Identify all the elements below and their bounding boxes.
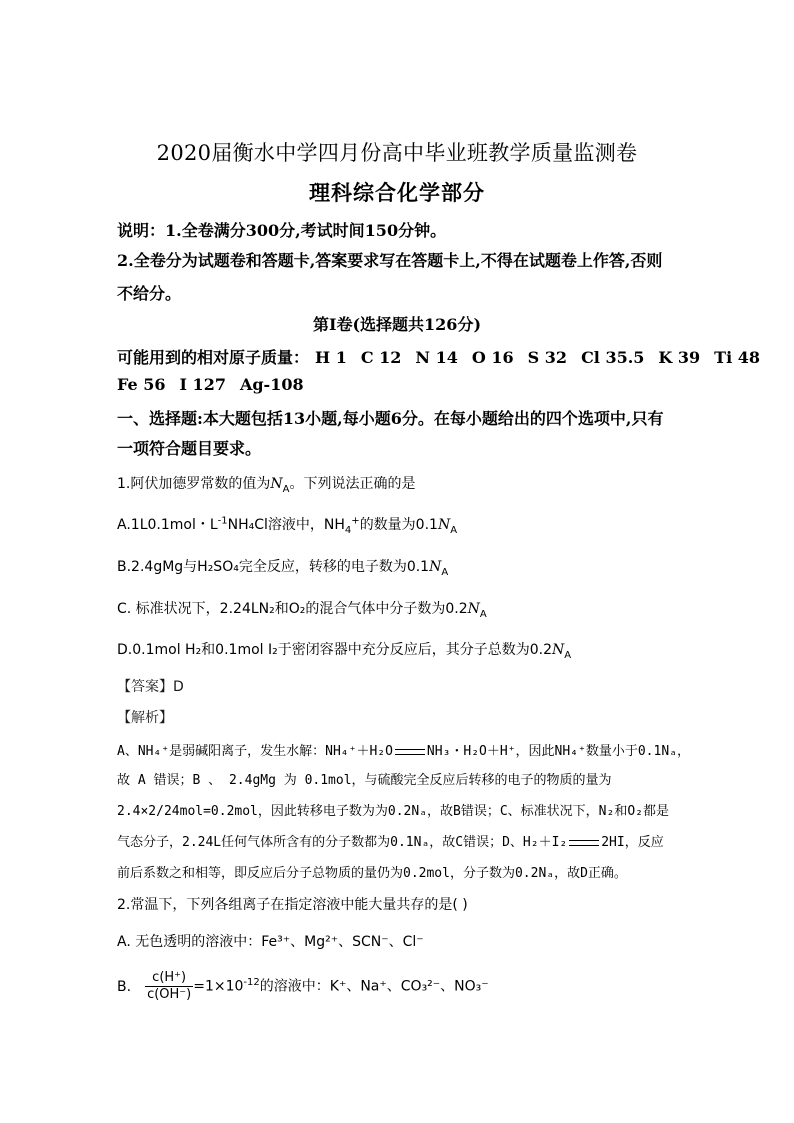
avogadro-subscript: A bbox=[282, 483, 290, 495]
option-text: C. 标准状况下，2.24LN₂和O₂的混合气体中分子数为0.2 bbox=[117, 601, 468, 617]
fraction-denominator: c(OH⁻) bbox=[147, 987, 192, 1002]
instructions-note-2-line-2: 不给分。 bbox=[117, 284, 182, 303]
question-1-option-d bbox=[117, 639, 571, 661]
analysis-line-3: 2.4×2/24mol=0.2mol，因此转移电子数为为0.2Nₐ，故B错误；C、标准状况下，N₂和O₂都是 bbox=[117, 804, 669, 819]
instructions-note-2-line-1: 2.全卷分为试题卷和答题卡,答案要求写在答题卡上,不得在试题卷上作答,否则 bbox=[117, 251, 663, 270]
equilibrium-arrow-icon bbox=[569, 840, 599, 846]
ion-list: Fe³⁺、Mg²⁺、SCN⁻、Cl⁻ bbox=[261, 934, 424, 950]
option-text: A. 无色透明的溶液中： bbox=[117, 934, 262, 950]
document-title: 2020届衡水中学四月份高中毕业班教学质量监测卷 bbox=[156, 141, 638, 165]
atomic-mass: S 32 bbox=[527, 348, 568, 367]
section-heading: 第Ⅰ卷(选择题共126分) bbox=[312, 315, 482, 334]
analysis-line-2: 故 A 错误；B 、 2.4gMg 为 0.1mol，与硫酸完全反应后转移的电子的物质的量为 bbox=[117, 773, 612, 788]
analysis-text: NH₃・H₂O＋H⁺，因此NH₄⁺数量小于0.1Nₐ， bbox=[426, 744, 690, 759]
question-1-option-c bbox=[117, 598, 487, 620]
atomic-mass: H 1 bbox=[315, 348, 347, 367]
atomic-mass: Cl 35.5 bbox=[581, 348, 645, 367]
question-1-option-a: A.1L0.1mol・$L^{-1}NH_4Cl$溶液中，$NH_4^+$的数量为$0.1N_A$ bbox=[117, 515, 458, 536]
analysis-text: A、NH₄⁺是弱碱阳离子，发生水解：NH₄⁺＋H₂O bbox=[117, 744, 393, 759]
superscript: -1 bbox=[217, 515, 228, 527]
atomic-mass: Ti 48 bbox=[714, 348, 760, 367]
equilibrium-arrow-icon bbox=[395, 749, 425, 755]
part-one-heading-line-2: 一项符合题目要求。 bbox=[117, 439, 262, 458]
avogadro-subscript: A bbox=[479, 608, 487, 620]
analysis-line-4 bbox=[117, 831, 664, 850]
option-text: 的数量为0.1 bbox=[359, 517, 438, 533]
atomic-mass-label: 可能用到的相对原子质量： bbox=[117, 348, 310, 367]
question-1-stem bbox=[117, 473, 415, 495]
avogadro-symbol: N bbox=[270, 476, 283, 492]
analysis-text: 气态分子，2.24L任何气体所含有的分子数都为0.1Nₐ，故C错误；D、H₂＋I₂ bbox=[117, 835, 568, 850]
atomic-mass: N 14 bbox=[415, 348, 458, 367]
question-2-option-b bbox=[117, 970, 489, 1003]
avogadro-subscript: A bbox=[441, 566, 449, 578]
option-text: NH₄Cl溶液中， bbox=[227, 517, 324, 533]
option-text: B.2.4gMg与H₂SO₄完全反应，转移的电子数为0.1 bbox=[117, 559, 430, 575]
avogadro-symbol: N bbox=[552, 642, 565, 658]
option-label: B. bbox=[117, 978, 132, 995]
option-text: A.1L0.1mol・L bbox=[117, 517, 218, 533]
superscript: -12 bbox=[243, 976, 260, 988]
document-subtitle: 理科综合化学部分 bbox=[309, 180, 485, 205]
atomic-mass: K 39 bbox=[658, 348, 701, 367]
atomic-mass-row-2 bbox=[117, 375, 318, 394]
option-text: =1×10 bbox=[193, 978, 244, 995]
avogadro-subscript: A bbox=[450, 524, 458, 536]
fraction-numerator: c(H⁺) bbox=[145, 970, 193, 987]
question-text: 。下列说法正确的是 bbox=[289, 476, 416, 492]
option-text: 的溶液中：K⁺、Na⁺、CO₃²⁻、NO₃⁻ bbox=[259, 978, 489, 995]
atomic-mass: O 16 bbox=[471, 348, 514, 367]
avogadro-symbol: N bbox=[437, 517, 451, 533]
part-one-heading-line-1: 一、选择题:本大题包括13小题,每小题6分。在每小题给出的四个选项中,只有 bbox=[117, 409, 664, 428]
answer-value: D bbox=[173, 679, 184, 695]
question-1-option-b bbox=[117, 556, 448, 578]
ammonium-ion: NH bbox=[323, 517, 345, 533]
atomic-mass-row-1 bbox=[117, 345, 760, 368]
atomic-mass: Ag-108 bbox=[239, 375, 304, 394]
question-2-stem: 2.常温下，下列各组离子在指定溶液中能大量共存的是( ) bbox=[117, 897, 468, 913]
question-text: 1.阿伏加德罗常数的值为 bbox=[117, 476, 271, 492]
atomic-mass: Fe 56 bbox=[117, 375, 166, 394]
question-2-option-a bbox=[117, 931, 424, 951]
analysis-text: 2HI，反应 bbox=[601, 835, 664, 850]
analysis-line-5: 前后系数之和相等，即反应后分子总物质的量仍为0.2mol，分子数为0.2Nₐ，故D正确。 bbox=[117, 866, 627, 881]
avogadro-subscript: A bbox=[564, 649, 572, 661]
atomic-mass: C 12 bbox=[360, 348, 402, 367]
question-1-analysis-label: 【解析】 bbox=[117, 710, 173, 726]
avogadro-symbol: N bbox=[467, 601, 480, 617]
atomic-mass: I 127 bbox=[179, 375, 226, 394]
concentration-fraction bbox=[145, 970, 193, 1003]
option-text: D.0.1mol H₂和0.1mol I₂于密闭容器中充分反应后，其分子总数为0.2 bbox=[117, 642, 552, 658]
avogadro-symbol: N bbox=[429, 559, 442, 575]
question-1-answer bbox=[117, 676, 184, 696]
analysis-line-1 bbox=[117, 740, 690, 759]
answer-label: 【答案】 bbox=[117, 679, 173, 695]
instructions-note-1: 说明：1.全卷满分300分,考试时间150分钟。 bbox=[117, 221, 447, 240]
